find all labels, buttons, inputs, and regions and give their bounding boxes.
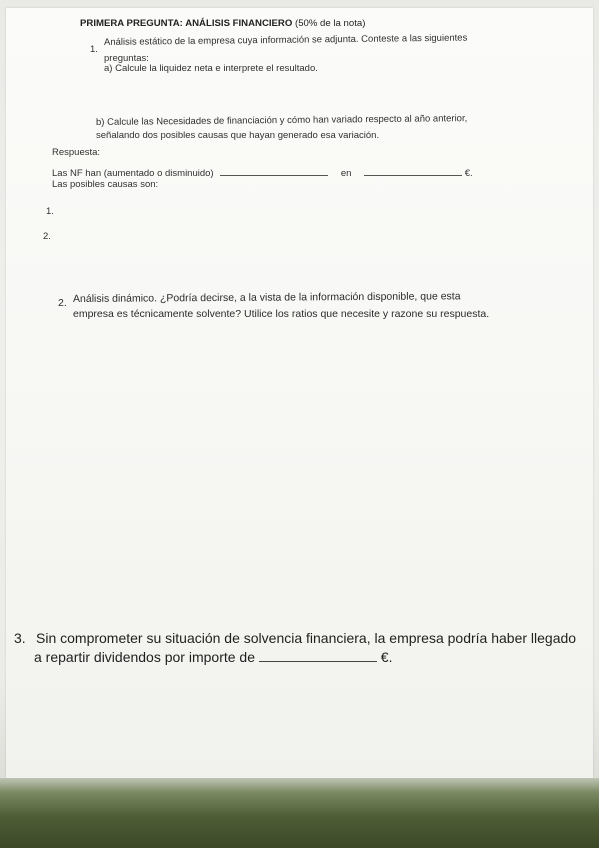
desk-surface: [0, 778, 599, 848]
nf-answer-line: [52, 166, 473, 179]
q1-number: 1.: [90, 44, 98, 55]
q1-part-b-line1: b) Calcule las Necesidades de financiación y cómo han variado respecto al año anterior,: [95, 113, 468, 128]
desk-glare: [0, 778, 599, 792]
q2-line1: Análisis dinámico. ¿Podría decirse, a la vista de la información disponible, que esta: [72, 290, 461, 305]
section-title: [80, 18, 365, 29]
q2-line2: empresa es técnicamente solvente? Utilice los ratios que necesite y razone su respuesta.: [73, 308, 490, 320]
nf-amount-blank[interactable]: [364, 166, 462, 176]
cause-2-number: 2.: [43, 231, 51, 242]
cause-1-number: 1.: [46, 206, 54, 217]
nf-text: Las NF han (aumentado o disminuido): [52, 168, 214, 179]
q3-line2-prefix: a repartir dividendos por importe de: [34, 649, 256, 665]
nf-direction-blank[interactable]: [220, 166, 328, 176]
answer-label: Respuesta:: [52, 147, 101, 158]
title-weight: (50% de la nota): [295, 18, 366, 29]
title-prefix: PRIMERA PREGUNTA:: [80, 18, 183, 29]
q3-number: 3.: [14, 630, 26, 646]
q3-line1: Sin comprometer su situación de solvencia financiera, la empresa podría haber llegado: [36, 630, 577, 646]
q3-line2: [34, 648, 392, 666]
q3-currency: €.: [380, 649, 393, 665]
title-topic: ANÁLISIS FINANCIERO: [185, 18, 293, 29]
dividend-amount-blank[interactable]: [259, 648, 377, 662]
nf-currency: €.: [464, 168, 473, 179]
q2-number: 2.: [58, 297, 67, 309]
q1-part-a: a) Calcule la liquidez neta e interprete el resultado.: [104, 63, 318, 74]
nf-en: en: [340, 168, 352, 179]
q1-intro-line2: preguntas:: [104, 53, 149, 64]
causes-label: Las posibles causas son:: [52, 179, 159, 190]
q1-intro-line1: Análisis estático de la empresa cuya información se adjunta. Conteste a las siguientes: [103, 32, 468, 48]
q1-part-b-line2: señalando dos posibles causas que hayan generado esa variación.: [96, 130, 380, 141]
